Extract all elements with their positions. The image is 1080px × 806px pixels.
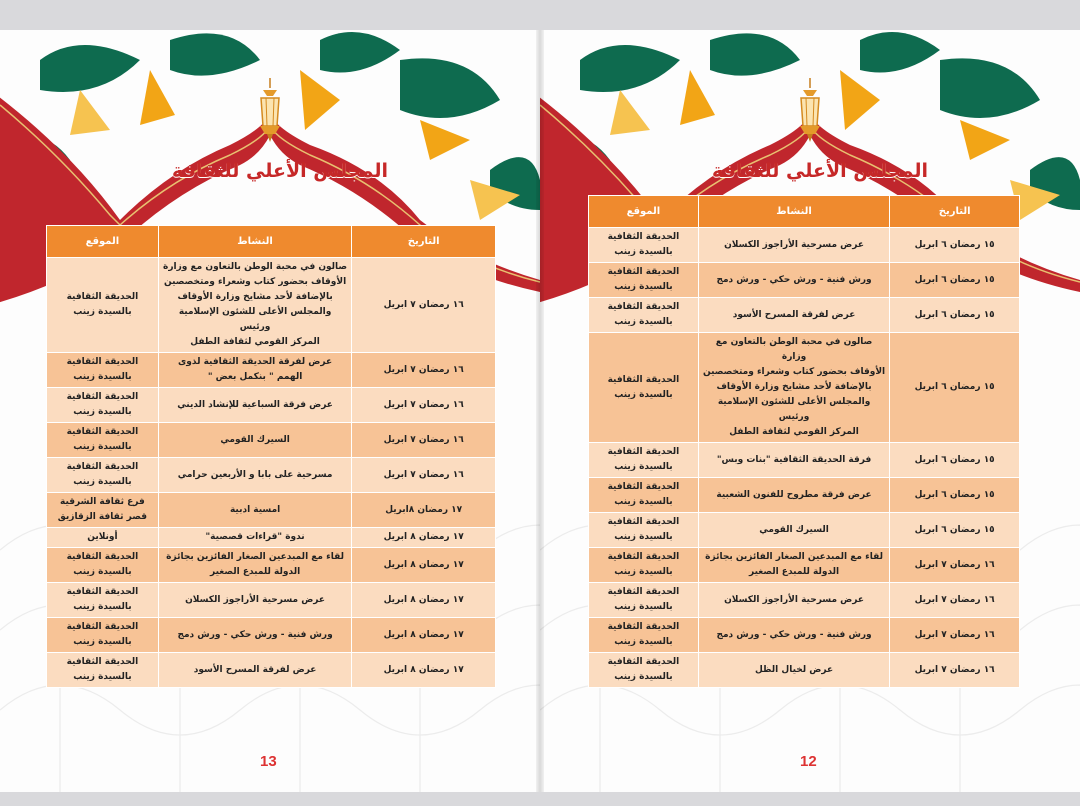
date-cell: ١٧ رمضان ٨ ابريل	[352, 653, 496, 688]
table-row	[47, 258, 496, 353]
location-cell: الحديقة الثقافية بالسيدة زينب	[589, 228, 699, 263]
table-row	[47, 528, 496, 548]
activity-cell: ورش فنية - ورش حكي - ورش دمج	[158, 618, 352, 653]
location-cell: الحديقة الثقافية بالسيدة زينب	[47, 258, 159, 353]
page-13	[0, 30, 540, 792]
activity-cell: عرض فرقة السباعية للإنشاد الديني	[158, 388, 352, 423]
date-cell: ١٦ رمضان ٧ ابريل	[890, 618, 1020, 653]
table-row	[589, 653, 1020, 688]
location-cell: فرع ثقافة الشرقية قصر ثقافة الزقازيق	[47, 493, 159, 528]
activity-cell: عرض لخيال الظل	[698, 653, 890, 688]
date-cell: ١٦ رمضان ٧ ابريل	[352, 388, 496, 423]
date-cell: ١٦ رمضان ٧ ابريل	[352, 258, 496, 353]
location-cell: الحديقة الثقافية بالسيدة زينب	[47, 423, 159, 458]
location-cell: الحديقة الثقافية بالسيدة زينب	[589, 333, 699, 443]
activity-cell: ورش فنية - ورش حكي - ورش دمج	[698, 618, 890, 653]
book-spread	[0, 30, 1080, 792]
activity-cell: عرض لفرقة المسرح الأسود	[698, 298, 890, 333]
activity-cell: عرض مسرحية الأراجوز الكسلان	[698, 228, 890, 263]
activity-cell: فرقة الحديقة الثقافية "بنات وبس"	[698, 443, 890, 478]
activity-cell: امسية ادبية	[158, 493, 352, 528]
location-cell: الحديقة الثقافية بالسيدة زينب	[589, 548, 699, 583]
activity-cell: لقاء مع المبدعين الصغار الفائزين بجائزة الدولة للمبدع الصغير	[698, 548, 890, 583]
column-header-date: التاريخ	[352, 226, 496, 258]
page-title: المجلس الأعلي للثقافة	[172, 160, 388, 182]
location-cell: الحديقة الثقافية بالسيدة زينب	[589, 618, 699, 653]
page-12	[540, 30, 1080, 792]
schedule-table	[46, 225, 496, 688]
activity-cell: عرض فرقة مطروح للفنون الشعبية	[698, 478, 890, 513]
table-header-row	[47, 226, 496, 258]
location-cell: الحديقة الثقافية بالسيدة زينب	[589, 298, 699, 333]
date-cell: ١٦ رمضان ٧ ابريل	[890, 548, 1020, 583]
location-cell: الحديقة الثقافية بالسيدة زينب	[589, 583, 699, 618]
activity-cell: مسرحية على بابا و الأربعين حرامي	[158, 458, 352, 493]
schedule-table	[588, 195, 1020, 688]
date-cell: ١٥ رمضان ٦ ابريل	[890, 478, 1020, 513]
table-row	[47, 493, 496, 528]
table-row	[47, 653, 496, 688]
location-cell: الحديقة الثقافية بالسيدة زينب	[47, 583, 159, 618]
location-cell: الحديقة الثقافية بالسيدة زينب	[589, 653, 699, 688]
date-cell: ١٧ رمضان ٨ابريل	[352, 493, 496, 528]
table-row	[47, 388, 496, 423]
date-cell: ١٧ رمضان ٨ ابريل	[352, 618, 496, 653]
activity-cell: عرض مسرحية الأراجوز الكسلان	[698, 583, 890, 618]
location-cell: الحديقة الثقافية بالسيدة زينب	[47, 653, 159, 688]
activity-cell: ورش فنية - ورش حكي - ورش دمج	[698, 263, 890, 298]
location-cell: الحديقة الثقافية بالسيدة زينب	[589, 263, 699, 298]
date-cell: ١٧ رمضان ٨ ابريل	[352, 583, 496, 618]
table-row	[589, 548, 1020, 583]
activity-cell: صالون في محبة الوطن بالتعاون مع وزارة الأوقاف بحضور كتاب وشعراء ومتخصصين بالإضافة لأحد مشايخ وزارة الأوقاف والمجلس الأعلى للشئون الإسلامية ورئيس المركز القومي لثقافة الطفل	[698, 333, 890, 443]
date-cell: ١٥ رمضان ٦ ابريل	[890, 298, 1020, 333]
column-header-location: الموقع	[47, 226, 159, 258]
location-cell: الحديقة الثقافية بالسيدة زينب	[589, 443, 699, 478]
activity-cell: عرض لفرقة المسرح الأسود	[158, 653, 352, 688]
table-row	[47, 618, 496, 653]
activity-cell: لقاء مع المبدعين الصغار الفائزين بجائزة الدولة للمبدع الصغير	[158, 548, 352, 583]
column-header-location: الموقع	[589, 196, 699, 228]
date-cell: ١٥ رمضان ٦ ابريل	[890, 443, 1020, 478]
table-row	[589, 263, 1020, 298]
activity-cell: عرض مسرحية الأراجوز الكسلان	[158, 583, 352, 618]
table-row	[589, 298, 1020, 333]
activity-cell: السيرك القومي	[158, 423, 352, 458]
page-number: 13	[260, 753, 277, 770]
activity-cell: صالون في محبة الوطن بالتعاون مع وزارة الأوقاف بحضور كتاب وشعراء ومتخصصين بالإضافة لأحد مشايخ وزارة الأوقاف والمجلس الأعلى للشئون الإسلامية ورئيس المركز القومي لثقافة الطفل	[158, 258, 352, 353]
book-gutter	[536, 30, 544, 792]
date-cell: ١٧ رمضان ٨ ابريل	[352, 548, 496, 583]
table-row	[47, 353, 496, 388]
date-cell: ١٦ رمضان ٧ ابريل	[352, 423, 496, 458]
table-header-row	[589, 196, 1020, 228]
lantern-icon	[793, 78, 827, 148]
table-row	[47, 583, 496, 618]
table-row	[47, 458, 496, 493]
date-cell: ١٦ رمضان ٧ ابريل	[890, 583, 1020, 618]
date-cell: ١٥ رمضان ٦ ابريل	[890, 228, 1020, 263]
date-cell: ١٦ رمضان ٧ ابريل	[352, 458, 496, 493]
table-row	[589, 618, 1020, 653]
date-cell: ١٥ رمضان ٦ ابريل	[890, 513, 1020, 548]
column-header-activity: النشاط	[158, 226, 352, 258]
date-cell: ١٥ رمضان ٦ ابريل	[890, 333, 1020, 443]
table-row	[47, 423, 496, 458]
table-row	[589, 478, 1020, 513]
activity-cell: السيرك القومي	[698, 513, 890, 548]
location-cell: الحديقة الثقافية بالسيدة زينب	[589, 513, 699, 548]
location-cell: الحديقة الثقافية بالسيدة زينب	[47, 618, 159, 653]
page-number: 12	[800, 753, 817, 770]
table-row	[589, 228, 1020, 263]
date-cell: ١٦ رمضان ٧ ابريل	[352, 353, 496, 388]
table-row	[589, 333, 1020, 443]
column-header-date: التاريخ	[890, 196, 1020, 228]
table-row	[589, 443, 1020, 478]
table-row	[589, 583, 1020, 618]
location-cell: الحديقة الثقافية بالسيدة زينب	[47, 388, 159, 423]
location-cell: الحديقة الثقافية بالسيدة زينب	[47, 458, 159, 493]
date-cell: ١٦ رمضان ٧ ابريل	[890, 653, 1020, 688]
page-title: المجلس الأعلي للثقافة	[712, 160, 928, 182]
location-cell: أونلاين	[47, 528, 159, 548]
table-row	[47, 548, 496, 583]
column-header-activity: النشاط	[698, 196, 890, 228]
date-cell: ١٧ رمضان ٨ ابريل	[352, 528, 496, 548]
activity-cell: ندوة "قراءات قصصية"	[158, 528, 352, 548]
location-cell: الحديقة الثقافية بالسيدة زينب	[589, 478, 699, 513]
table-row	[589, 513, 1020, 548]
date-cell: ١٥ رمضان ٦ ابريل	[890, 263, 1020, 298]
location-cell: الحديقة الثقافية بالسيدة زينب	[47, 548, 159, 583]
lantern-icon	[253, 78, 287, 148]
activity-cell: عرض لفرقة الحديقة الثقافية لذوى الهمم " بنكمل بعض "	[158, 353, 352, 388]
location-cell: الحديقة الثقافية بالسيدة زينب	[47, 353, 159, 388]
